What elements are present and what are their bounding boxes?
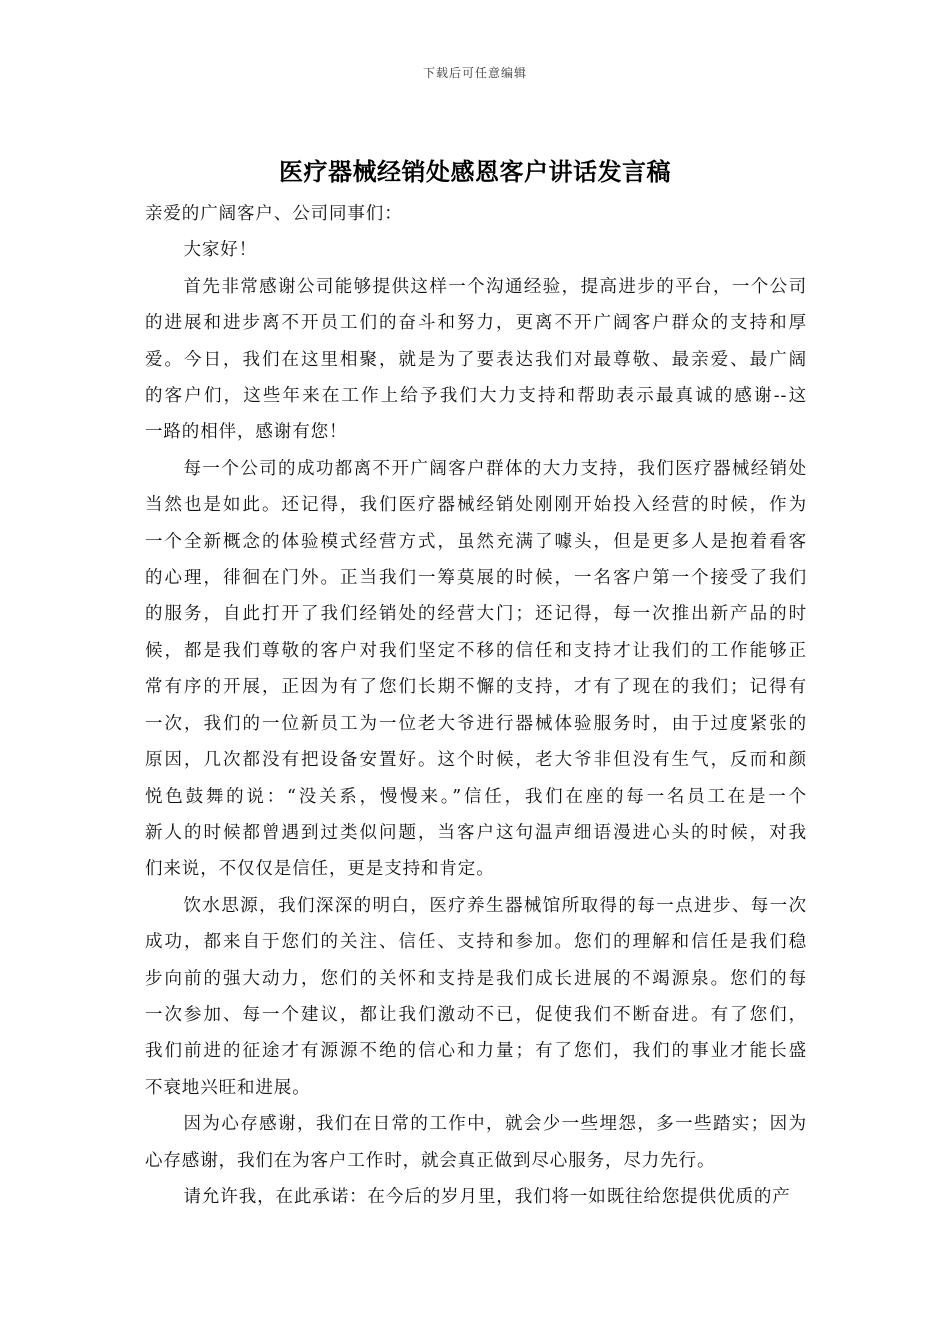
paragraph-line: 原因，几次都没有把设备安置好。这个时候，老大爷非但没有生气，反而和颜 — [145, 750, 807, 771]
paragraph-line: 的服务，自此打开了我们经销处的经营大门；还记得，每一次推出新产品的时 — [145, 604, 807, 625]
paragraph-line: 候，都是我们尊敬的客户对我们坚定不移的信任和支持才让我们的工作能够正 — [145, 640, 807, 661]
paragraph-list — [145, 232, 807, 1215]
paragraph-line: 一次，我们的一位新员工为一位老大爷进行器械体验服务时，由于过度紧张的 — [145, 713, 807, 734]
body-paragraph — [145, 1106, 807, 1179]
paragraph-line: 步向前的强大动力，您们的关怀和支持是我们成长进展的不竭源泉。您们的每 — [145, 968, 807, 989]
paragraph-line: 首先非常感谢公司能够提供这样一个沟通经验，提高进步的平台，一个公司 — [183, 276, 807, 297]
body-paragraph — [145, 1179, 807, 1215]
paragraph-line: 心存感谢，我们在为客户工作时，就会真正做到尽心服务，尽力先行。 — [145, 1150, 716, 1171]
paragraph-line: 一次参加、每一个建议，都让我们激动不已，促使我们不断奋进。有了您们， — [145, 1004, 807, 1025]
document-body — [145, 196, 807, 1215]
header-note: 下载后可任意编辑 — [422, 66, 527, 80]
body-paragraph — [145, 232, 807, 268]
paragraph-line: 一个全新概念的体验模式经营方式，虽然充满了噱头，但是更多人是抱着看客 — [145, 531, 807, 552]
paragraph-line: 成功，都来自于您们的关注、信任、支持和参加。您们的理解和信任是我们稳 — [145, 932, 807, 953]
paragraph-line: 们来说，不仅仅是信任，更是支持和肯定。 — [145, 859, 495, 880]
paragraph-line: 一路的相伴，感谢有您！ — [145, 422, 348, 443]
salutation: 亲爱的广阔客户、公司同事们： — [145, 204, 403, 224]
body-paragraph — [145, 451, 807, 888]
paragraph-line: 我们前进的征途才有源源不绝的信心和力量；有了您们，我们的事业才能长盛 — [145, 1041, 807, 1062]
paragraph-line: 悦色鼓舞的说：“没关系，慢慢来。”信任，我们在座的每一名员工在是一个 — [145, 786, 807, 807]
paragraph-line: 新人的时候都曾遇到过类似问题，当客户这句温声细语漫进心头的时候，对我 — [145, 822, 807, 843]
paragraph-line: 因为心存感谢，我们在日常的工作中，就会少一些埋怨，多一些踏实；因为 — [183, 1114, 807, 1135]
paragraph-line: 当然也是如此。还记得，我们医疗器械经销处刚刚开始投入经营的时候，作为 — [145, 495, 807, 516]
document-title: 医疗器械经销处感恩客户讲话发言稿 — [279, 157, 671, 186]
paragraph-line: 爱。今日，我们在这里相聚，就是为了要表达我们对最尊敬、最亲爱、最广阔 — [145, 349, 807, 370]
paragraph-line: 每一个公司的成功都离不开广阔客户群体的大力支持，我们医疗器械经销处 — [183, 458, 807, 479]
paragraph-line: 不衰地兴旺和进展。 — [145, 1077, 311, 1098]
paragraph-line: 常有序的开展，正因为有了您们长期不懈的支持，才有了现在的我们；记得有 — [145, 677, 807, 698]
paragraph-line: 饮水思源，我们深深的明白，医疗养生器械馆所取得的每一点进步、每一次 — [183, 895, 807, 916]
paragraph-line: 的心理，徘徊在门外。正当我们一筹莫展的时候，一名客户第一个接受了我们 — [145, 568, 807, 589]
body-paragraph — [145, 888, 807, 1106]
paragraph-line: 的客户们，这些年来在工作上给予我们大力支持和帮助表示最真诚的感谢--这 — [145, 386, 807, 407]
body-paragraph — [145, 269, 807, 451]
paragraph-line: 的进展和进步离不开员工们的奋斗和努力，更离不开广阔客户群众的支持和厚 — [145, 313, 807, 334]
paragraph-line: 大家好！ — [183, 240, 258, 261]
paragraph-line: 请允许我，在此承诺：在今后的岁月里，我们将一如既往给您提供优质的产 — [183, 1186, 791, 1207]
